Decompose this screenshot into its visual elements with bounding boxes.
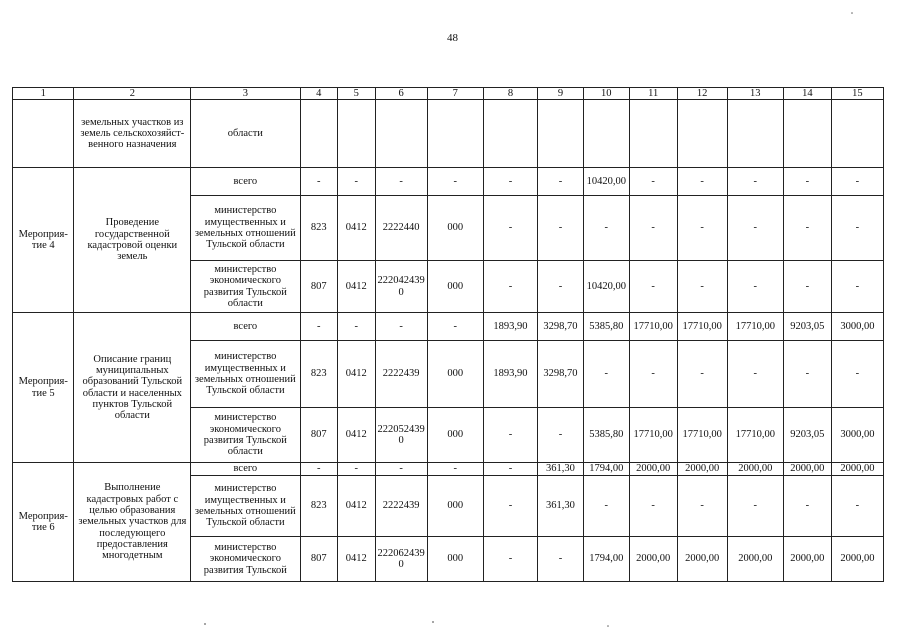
activity-code-cell: Мероприя-тие 5 xyxy=(13,313,74,463)
data-cell: - xyxy=(427,168,483,196)
data-cell: - xyxy=(727,168,783,196)
data-cell: 2000,00 xyxy=(831,463,883,476)
data-cell: 0412 xyxy=(338,196,376,261)
activity-name-cell: земельных участков из земель сельскохозяйст-венного назначения xyxy=(74,100,191,168)
activity-name-cell: Описание границ муниципальных образований Тульской области и населенных пунктов Тульской области xyxy=(74,313,191,463)
data-cell: 1794,00 xyxy=(583,537,629,582)
data-cell: - xyxy=(677,168,727,196)
data-cell: - xyxy=(483,476,537,537)
data-cell: - xyxy=(727,341,783,408)
column-header: 1 xyxy=(13,88,74,100)
data-cell: - xyxy=(677,261,727,313)
data-cell: - xyxy=(538,408,584,463)
data-cell: 000 xyxy=(427,408,483,463)
data-cell: 0412 xyxy=(338,261,376,313)
data-cell: - xyxy=(375,168,427,196)
data-cell: - xyxy=(831,261,883,313)
data-cell: 3000,00 xyxy=(831,408,883,463)
data-cell: 17710,00 xyxy=(629,313,677,341)
executor-cell: министерство имущественных и земельных отношений Тульской области xyxy=(191,476,300,537)
data-cell: 807 xyxy=(300,408,338,463)
data-cell: 10420,00 xyxy=(583,261,629,313)
executor-cell: министерство экономического развития Тульской области xyxy=(191,261,300,313)
data-cell: - xyxy=(783,341,831,408)
data-cell: - xyxy=(483,261,537,313)
data-cell: 17710,00 xyxy=(727,408,783,463)
data-cell: 1794,00 xyxy=(583,463,629,476)
data-cell: - xyxy=(338,463,376,476)
data-cell: - xyxy=(538,196,584,261)
data-cell: - xyxy=(583,196,629,261)
executor-cell: всего xyxy=(191,463,300,476)
data-cell: 17710,00 xyxy=(629,408,677,463)
column-header: 13 xyxy=(727,88,783,100)
data-cell: 2222439 xyxy=(375,341,427,408)
data-cell: 3298,70 xyxy=(538,313,584,341)
data-cell: 2000,00 xyxy=(629,463,677,476)
data-cell: - xyxy=(677,476,727,537)
column-header: 2 xyxy=(74,88,191,100)
data-cell: 0412 xyxy=(338,341,376,408)
column-header: 7 xyxy=(427,88,483,100)
column-header: 8 xyxy=(483,88,537,100)
data-cell: - xyxy=(783,476,831,537)
data-cell: - xyxy=(629,476,677,537)
data-cell: 361,30 xyxy=(538,476,584,537)
executor-cell: министерство имущественных и земельных отношений Тульской области xyxy=(191,341,300,408)
data-cell: - xyxy=(338,168,376,196)
data-cell: - xyxy=(629,196,677,261)
data-cell: 9203,05 xyxy=(783,408,831,463)
column-header: 10 xyxy=(583,88,629,100)
page-number: 48 xyxy=(447,32,458,44)
data-cell: 3298,70 xyxy=(538,341,584,408)
column-header: 9 xyxy=(538,88,584,100)
data-cell: 2000,00 xyxy=(727,463,783,476)
data-cell: 2000,00 xyxy=(727,537,783,582)
executor-cell: области xyxy=(191,100,300,168)
data-cell: 1893,90 xyxy=(483,341,537,408)
data-cell: - xyxy=(783,196,831,261)
data-cell: 9203,05 xyxy=(783,313,831,341)
data-cell: - xyxy=(629,168,677,196)
data-cell: - xyxy=(538,168,584,196)
data-cell: 2000,00 xyxy=(677,463,727,476)
executor-cell: всего xyxy=(191,313,300,341)
data-cell: 10420,00 xyxy=(583,168,629,196)
data-cell: 2000,00 xyxy=(677,537,727,582)
data-cell: - xyxy=(831,168,883,196)
data-cell: 807 xyxy=(300,537,338,582)
data-cell: 823 xyxy=(300,196,338,261)
executor-cell: министерство экономического развития Тульской xyxy=(191,537,300,582)
column-header: 5 xyxy=(338,88,376,100)
column-header: 3 xyxy=(191,88,300,100)
data-cell: 2220424390 xyxy=(375,261,427,313)
data-cell: 823 xyxy=(300,341,338,408)
data-cell: - xyxy=(727,196,783,261)
activity-name-cell: Проведение государственной кадастровой оценки земель xyxy=(74,168,191,313)
scan-speck xyxy=(204,623,206,625)
data-cell: 17710,00 xyxy=(677,313,727,341)
data-cell: - xyxy=(300,313,338,341)
data-cell: 5385,80 xyxy=(583,408,629,463)
column-header: 11 xyxy=(629,88,677,100)
column-header: 15 xyxy=(831,88,883,100)
column-header: 4 xyxy=(300,88,338,100)
activity-name-cell: Выполнение кадастровых работ с целью образования земельных участков для последующего предоставления многодетным xyxy=(74,463,191,582)
data-cell: - xyxy=(375,313,427,341)
data-cell: - xyxy=(831,476,883,537)
executor-cell: министерство экономического развития Тульской области xyxy=(191,408,300,463)
data-cell: - xyxy=(300,463,338,476)
data-cell: - xyxy=(538,261,584,313)
data-cell: - xyxy=(427,313,483,341)
data-cell: 0412 xyxy=(338,537,376,582)
executor-cell: министерство имущественных и земельных отношений Тульской области xyxy=(191,196,300,261)
data-cell: 000 xyxy=(427,476,483,537)
activity-code-cell: Мероприя-тие 4 xyxy=(13,168,74,313)
data-cell: 1893,90 xyxy=(483,313,537,341)
data-cell: - xyxy=(300,168,338,196)
data-cell: - xyxy=(483,463,537,476)
scan-speck xyxy=(851,12,853,14)
data-cell: 5385,80 xyxy=(583,313,629,341)
data-cell: - xyxy=(629,261,677,313)
data-cell: - xyxy=(727,261,783,313)
data-cell: - xyxy=(375,463,427,476)
data-cell: - xyxy=(783,261,831,313)
data-cell: 0412 xyxy=(338,408,376,463)
scan-speck xyxy=(432,621,434,623)
scan-speck xyxy=(607,625,609,627)
data-cell: - xyxy=(538,537,584,582)
activity-code-cell: Мероприя-тие 6 xyxy=(13,463,74,582)
data-cell: - xyxy=(483,408,537,463)
data-cell: 2000,00 xyxy=(783,463,831,476)
data-cell: 0412 xyxy=(338,476,376,537)
data-cell: - xyxy=(831,341,883,408)
data-cell: 000 xyxy=(427,341,483,408)
data-cell: - xyxy=(677,196,727,261)
data-cell: 17710,00 xyxy=(677,408,727,463)
data-cell: 361,30 xyxy=(538,463,584,476)
data-cell: 2222439 xyxy=(375,476,427,537)
column-header: 6 xyxy=(375,88,427,100)
data-cell: 3000,00 xyxy=(831,313,883,341)
data-cell: - xyxy=(483,168,537,196)
column-header: 14 xyxy=(783,88,831,100)
column-header: 12 xyxy=(677,88,727,100)
data-cell: - xyxy=(783,168,831,196)
data-cell: - xyxy=(831,196,883,261)
data-cell: - xyxy=(427,463,483,476)
data-cell: 2000,00 xyxy=(783,537,831,582)
data-cell: 2220524390 xyxy=(375,408,427,463)
data-cell: - xyxy=(338,313,376,341)
data-cell: - xyxy=(583,476,629,537)
data-cell: - xyxy=(483,196,537,261)
data-cell: 2222440 xyxy=(375,196,427,261)
data-cell: - xyxy=(629,341,677,408)
data-cell: - xyxy=(727,476,783,537)
data-cell: 000 xyxy=(427,537,483,582)
data-cell: 823 xyxy=(300,476,338,537)
data-cell: 000 xyxy=(427,196,483,261)
data-cell: - xyxy=(677,341,727,408)
data-cell: - xyxy=(583,341,629,408)
executor-cell: всего xyxy=(191,168,300,196)
data-cell: 000 xyxy=(427,261,483,313)
data-cell: 2000,00 xyxy=(831,537,883,582)
data-cell: - xyxy=(483,537,537,582)
data-cell: 2000,00 xyxy=(629,537,677,582)
data-cell: 2220624390 xyxy=(375,537,427,582)
data-cell: 17710,00 xyxy=(727,313,783,341)
data-cell: 807 xyxy=(300,261,338,313)
